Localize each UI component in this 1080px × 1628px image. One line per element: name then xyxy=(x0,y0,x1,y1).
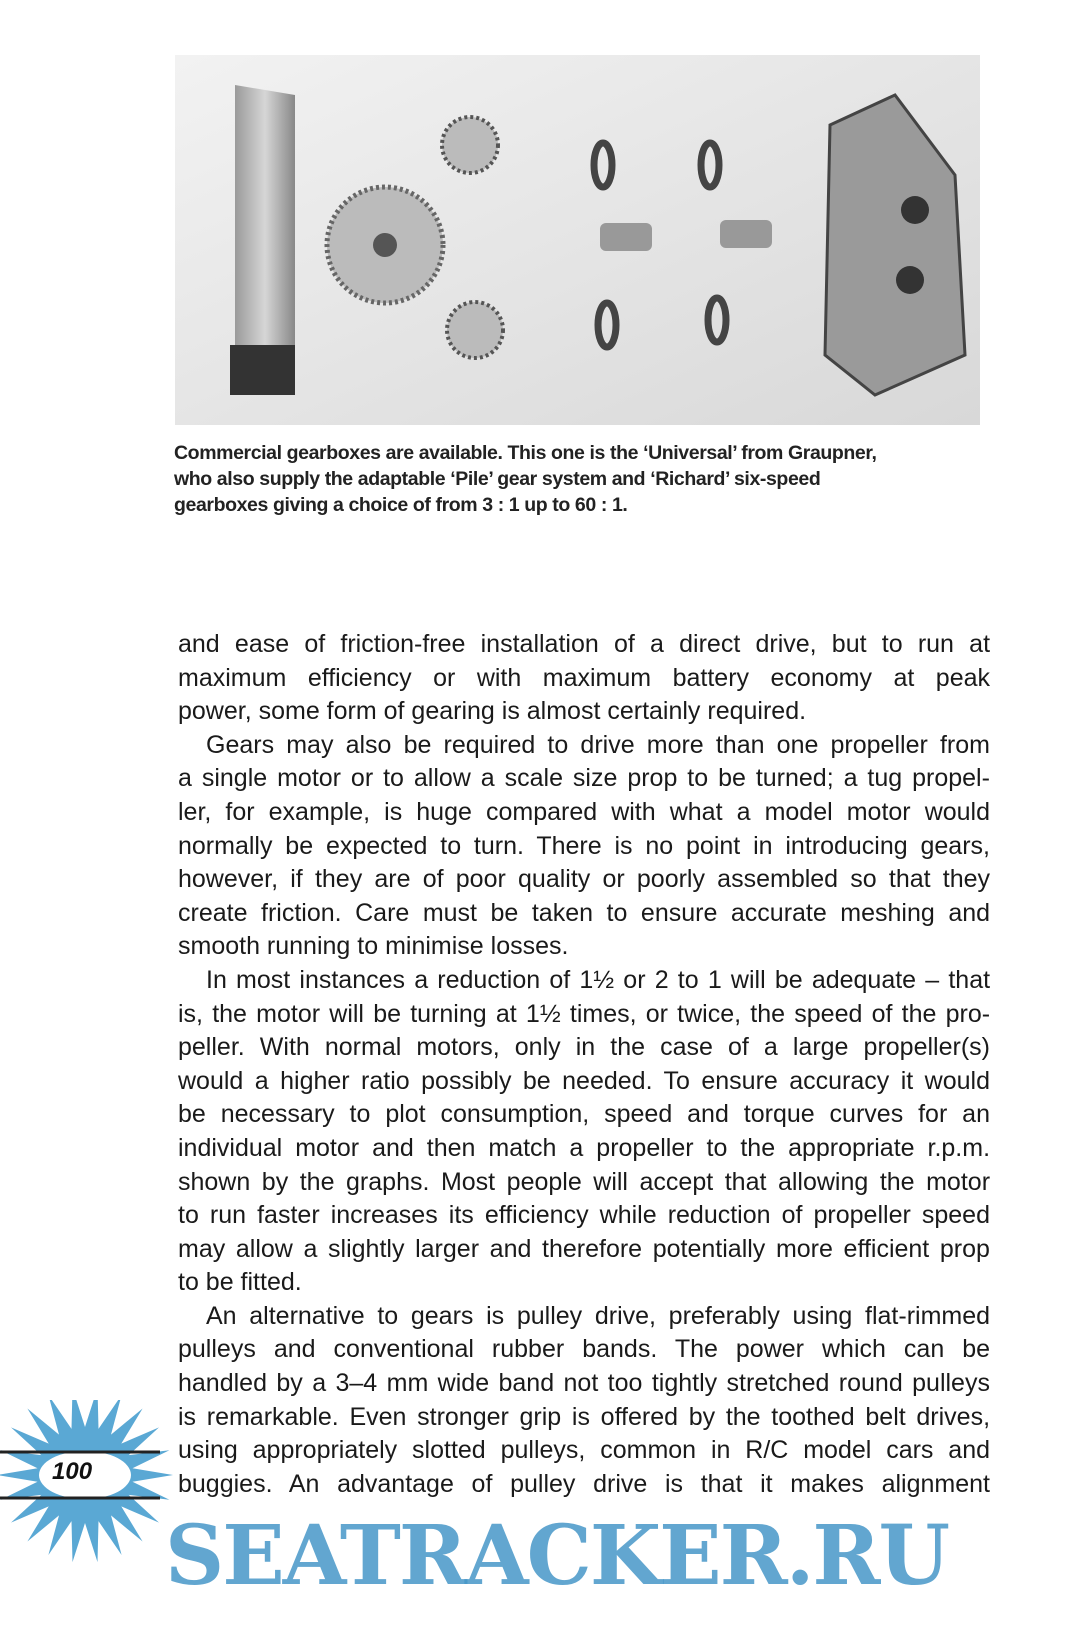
body-line-text: Gears may also be required to drive more than one propeller from xyxy=(206,730,990,759)
body-line-text: to run faster increases its efficiency while reduction of propeller speed xyxy=(178,1201,990,1230)
caption-line: gearboxes giving a choice of from 3 : 1 up to 60 : 1. xyxy=(174,494,628,516)
body-text xyxy=(178,628,990,1501)
body-line-text: handled by a 3–4 mm wide band not too tightly stretched round pulleys xyxy=(178,1369,990,1398)
page-number: 100 xyxy=(52,1458,93,1485)
body-line-text: An alternative to gears is pulley drive, preferably using flat-rimmed xyxy=(206,1301,991,1330)
caption-line: who also supply the adaptable ‘Pile’ gear system and ‘Richard’ six-speed xyxy=(174,468,821,490)
photo-caption xyxy=(174,440,1064,518)
body-line-text: ler, for example, is huge compared with what a model motor would xyxy=(178,797,991,826)
body-line-text: a single motor or to allow a scale size prop to be turned; a tug propel- xyxy=(178,764,990,793)
body-line xyxy=(178,1333,990,1367)
body-line xyxy=(178,796,990,830)
body-line xyxy=(178,1401,990,1435)
body-line-text: peller. With normal motors, only in the case of a large propeller(s) xyxy=(178,1033,990,1062)
body-line xyxy=(178,1266,990,1300)
body-line xyxy=(178,1434,990,1468)
body-line-text: shown by the graphs. Most people will accept that allowing the motor xyxy=(178,1167,991,1196)
body-line xyxy=(178,897,990,931)
body-line-text: using appropriately slotted pulleys, common in R/C model cars and xyxy=(178,1436,991,1465)
body-line-text: pulleys and conventional rubber bands. The power which can be xyxy=(178,1335,991,1364)
body-line-text: maximum efficiency or with maximum battery economy at peak xyxy=(178,663,991,692)
body-line-text: create friction. Care must be taken to ensure accurate meshing and xyxy=(178,898,991,927)
body-line xyxy=(178,863,990,897)
body-line xyxy=(178,1468,990,1502)
body-line-text: is remarkable. Even stronger grip is offered by the toothed belt drives, xyxy=(178,1402,991,1431)
body-line-text: normally be expected to turn. There is no point in introducing gears, xyxy=(178,831,990,860)
body-line xyxy=(178,930,990,964)
body-line-text: individual motor and then match a propeller to the appropriate r.p.m. xyxy=(178,1133,991,1162)
watermark: SEATRACKER.RU xyxy=(165,1508,949,1604)
body-line-text: would a higher ratio possibly be needed. To ensure accuracy it would xyxy=(178,1066,990,1095)
body-line-text: be necessary to plot consumption, speed and torque curves for an xyxy=(178,1100,990,1129)
body-line xyxy=(178,1166,990,1200)
body-line xyxy=(178,1132,990,1166)
body-line xyxy=(178,762,990,796)
page-number-starburst xyxy=(0,1400,180,1628)
body-line xyxy=(178,1031,990,1065)
body-line xyxy=(178,830,990,864)
body-line xyxy=(178,1199,990,1233)
body-line-text: smooth running to minimise losses. xyxy=(178,932,569,961)
body-line-text: and ease of friction-free installation of a direct drive, but to run at xyxy=(178,630,991,658)
body-line xyxy=(178,1098,990,1132)
body-line xyxy=(178,628,990,662)
caption-line: Commercial gearboxes are available. This one is the ‘Universal’ from Graupner, xyxy=(174,442,877,464)
body-line-text: buggies. An advantage of pulley drive is that it makes alignment xyxy=(178,1469,990,1498)
gearbox-photo xyxy=(175,55,980,425)
body-line xyxy=(178,964,990,998)
body-line xyxy=(178,662,990,696)
body-line xyxy=(178,1300,990,1334)
body-line-text: to be fitted. xyxy=(178,1268,302,1297)
body-line-text: In most instances a reduction of 1½ or 2 to 1 will be adequate – that xyxy=(206,965,991,994)
body-line xyxy=(178,1065,990,1099)
body-line-text: may allow a slightly larger and therefore potentially more efficient prop xyxy=(178,1234,990,1263)
body-line-text: power, some form of gearing is almost certainly required. xyxy=(178,697,807,726)
body-line xyxy=(178,695,990,729)
body-line xyxy=(178,1233,990,1267)
body-line-text: is, the motor will be turning at 1½ times, or twice, the speed of the pro- xyxy=(178,999,991,1028)
body-line xyxy=(178,998,990,1032)
body-line xyxy=(178,729,990,763)
body-line xyxy=(178,1367,990,1401)
body-line-text: however, if they are of poor quality or poorly assembled so that they xyxy=(178,865,991,894)
